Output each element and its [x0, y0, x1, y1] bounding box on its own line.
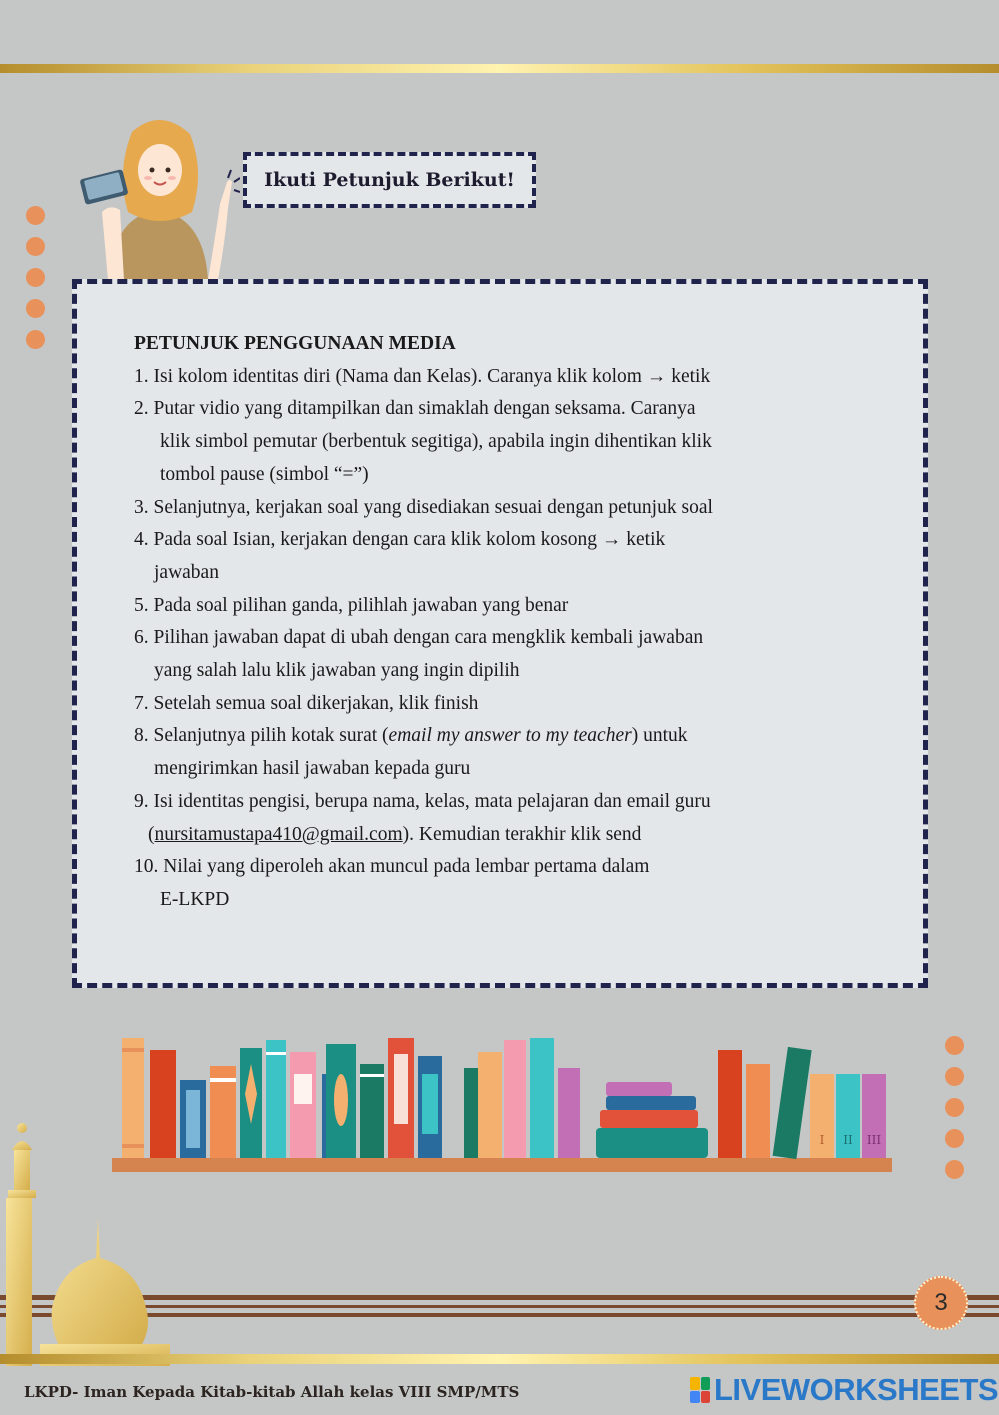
instruction-line: yang salah lalu klik jawaban yang ingin dipilih [154, 660, 520, 682]
dot [26, 206, 45, 225]
top-gold-bar [0, 64, 999, 73]
dot [26, 268, 45, 287]
dot [26, 299, 45, 318]
instructions-title-box [243, 152, 536, 208]
instruction-line: 7. Setelah semua soal dikerjakan, klik finish [134, 692, 479, 714]
dot [945, 1129, 964, 1148]
dot [945, 1067, 964, 1086]
dot [945, 1036, 964, 1055]
instruction-line: klik simbol pemutar (berbentuk segitiga), apabila ingin dihentikan klik [160, 431, 712, 453]
instructions-title: Ikuti Petunjuk Berikut! [264, 169, 515, 191]
instruction-line: E-LKPD [160, 888, 230, 910]
item8-text-a: 8. Selanjutnya pilih kotak surat ( [134, 725, 389, 747]
item8-italic: email my answer to my teacher [388, 725, 632, 747]
instruction-line-8 [134, 720, 854, 753]
teacher-email-link[interactable]: nursitamustapa410@gmail.com [154, 823, 403, 845]
instruction-line-9-cont [134, 819, 854, 852]
instruction-line: 2. Putar vidio yang ditampilkan dan simaklah dengan seksama. Caranya [134, 398, 696, 420]
instruction-line: 9. Isi identitas pengisi, berupa nama, kelas, mata pelajaran dan email guru [134, 790, 711, 812]
dot [26, 237, 45, 256]
dot [26, 330, 45, 349]
instruction-line: mengirimkan hasil jawaban kepada guru [154, 758, 471, 780]
item9-open: ( [148, 823, 155, 845]
mosque-illustration [0, 1118, 170, 1368]
bookshelf-illustration [112, 1034, 892, 1176]
left-decorative-dots [26, 206, 45, 361]
dot [945, 1160, 964, 1179]
book-label: III [866, 1133, 882, 1147]
instruction-line: 3. Selanjutnya, kerjakan soal yang disediakan sesuai dengan petunjuk soal [134, 496, 713, 518]
footer-title: LKPD- Iman Kepada Kitab-kitab Allah kelas VIII SMP/MTS [24, 1383, 520, 1401]
right-decorative-dots [945, 1036, 964, 1191]
dot [945, 1098, 964, 1117]
page-number-badge [914, 1276, 968, 1330]
item9-rest: ). Kemudian terakhir klik send [402, 823, 642, 845]
liveworksheets-text: LIVEWORKSHEETS [714, 1372, 999, 1407]
instruction-line: jawaban [154, 561, 219, 583]
instruction-line: tombol pause (simbol “=”) [160, 463, 369, 485]
instruction-line: 4. Pada soal Isian, kerjakan dengan cara klik kolom kosong → ketik [134, 529, 666, 551]
bottom-gold-bar [0, 1354, 999, 1364]
book-label: II [843, 1133, 853, 1147]
book-label: I [819, 1133, 825, 1147]
instructions-heading: PETUNJUK PENGGUNAAN MEDIA [134, 333, 456, 354]
instruction-line: 10. Nilai yang diperoleh akan muncul pada lembar pertama dalam [134, 856, 650, 878]
instruction-line: 1. Isi kolom identitas diri (Nama dan Kelas). Caranya klik kolom → ketik [134, 365, 711, 387]
liveworksheets-logo-icon [690, 1377, 710, 1403]
page-number: 3 [934, 1289, 948, 1316]
liveworksheets-brand[interactable] [690, 1372, 998, 1408]
item8-text-b: ) untuk [631, 725, 688, 747]
instruction-line: 5. Pada soal pilihan ganda, pilihlah jawaban yang benar [134, 594, 569, 616]
instructions-box [72, 279, 928, 988]
instruction-line: 6. Pilihan jawaban dapat di ubah dengan cara mengklik kembali jawaban [134, 627, 704, 649]
teacher-illustration [80, 112, 240, 280]
instructions-content [134, 328, 854, 917]
